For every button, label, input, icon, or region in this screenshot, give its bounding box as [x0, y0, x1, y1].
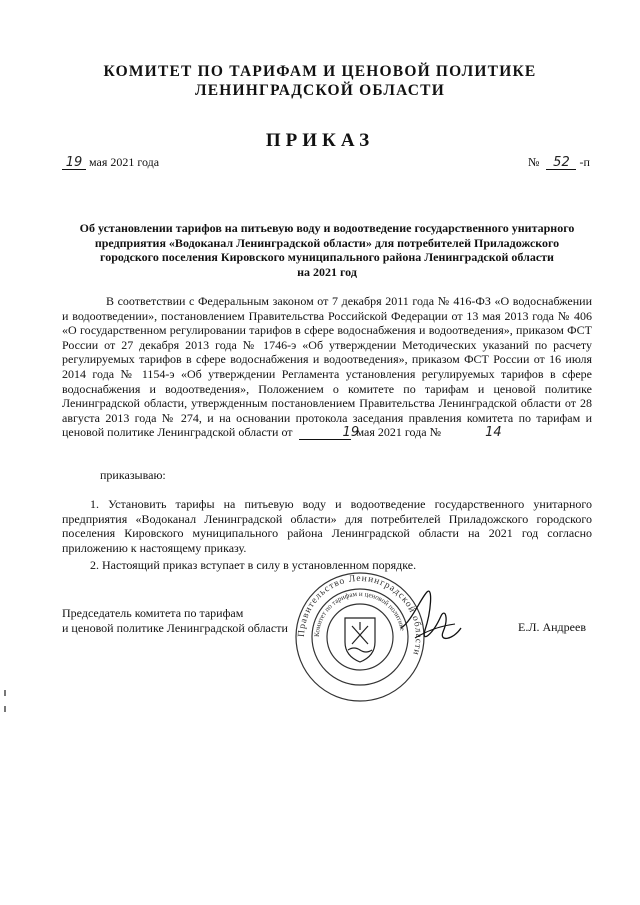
handwritten-signature [395, 588, 465, 654]
org-name-line1: КОМИТЕТ ПО ТАРИФАМ И ЦЕНОВОЙ ПОЛИТИКЕ [103, 63, 537, 80]
handwritten-number: 52 [546, 156, 576, 170]
subject-line: городского поселения Кировского муниципального района Ленинградской области [100, 250, 554, 264]
protocol-date-rest: мая 2021 года № [356, 425, 442, 440]
position-line2: и ценовой политике Ленинградской области [62, 620, 288, 635]
scan-margin-mark [4, 690, 6, 696]
preamble-paragraph [62, 294, 592, 440]
seal-inner-text: Комитет по тарифам и ценовой политике [312, 589, 407, 638]
handwritten-protocol-day: 19 [299, 426, 351, 440]
date-rest: мая 2021 года [89, 155, 160, 169]
position-line1: Председатель комитета по тарифам [62, 606, 244, 620]
coat-of-arms-icon [345, 618, 375, 662]
subject-line: Об установлении тарифов на питьевую воду и водоотведение государственного унитарного [79, 221, 575, 235]
scan-margin-mark [4, 706, 6, 712]
handwritten-protocol-number: 14 [485, 425, 502, 441]
document-title: ПРИКАЗ [265, 130, 375, 151]
handwritten-day: 19 [62, 156, 86, 170]
signatory-position [62, 606, 288, 635]
subject-line: предприятия «Водоканал Ленинградской области» для потребителей Приладожского [94, 235, 560, 250]
order-number [528, 155, 590, 170]
number-prefix: № [528, 155, 540, 169]
signatory-name: Е.Л. Андреев [518, 620, 586, 634]
order-item-1: 1. Установить тарифы на питьевую воду и водоотведение государственного унитарного предприятия «Водоканал Ленинградской области» для потребителей Приладожского городского поселения Кировского муниципального района Ленинградской области на 2021 год согласно приложению к настоящему приказу. [62, 497, 592, 555]
org-name-line2: ЛЕНИНГРАДСКОЙ ОБЛАСТИ [195, 82, 445, 99]
preamble-text: В соответствии с Федеральным законом от 7 декабря 2011 года № 416-ФЗ «О водоснабжении и водоотведении», постановлением Правительства Российской Федерации от 13 мая 2013 года № 406 «О государственном регулировании тарифов в сфере водоснабжения и водоотведения», приказом ФСТ России от 27 декабря 2013 года № 1746-э «Об утверждении Методических указаний по расчету регулируемых тарифов в сфере водоснабжения и водоотведения», приказом ФСТ России от 16 июля 2014 года № 1154-э «Об утверждении Регламента установления регулируемых тарифов в сфере водоснабжения и водоотведения», Положением о комитете по тарифам и ценовой политике Ленинградской области, утвержденным постановлением Правительства Ленинградской области от 28 августа 2013 года № 274, и на основании протокола заседания правления комитета по тарифам и ценовой политике Ленинградской области от [62, 294, 592, 440]
order-date [62, 155, 159, 170]
order-item-2: 2. Настоящий приказ вступает в силу в установленном порядке. [90, 558, 417, 572]
number-suffix: -п [579, 155, 590, 169]
organization-header [0, 62, 640, 100]
orders-word: приказываю: [100, 468, 166, 482]
subject-line: на 2021 год [297, 264, 357, 279]
seal-outer-text: Правительство Ленинградской области [296, 573, 424, 657]
document-subject [62, 221, 592, 279]
